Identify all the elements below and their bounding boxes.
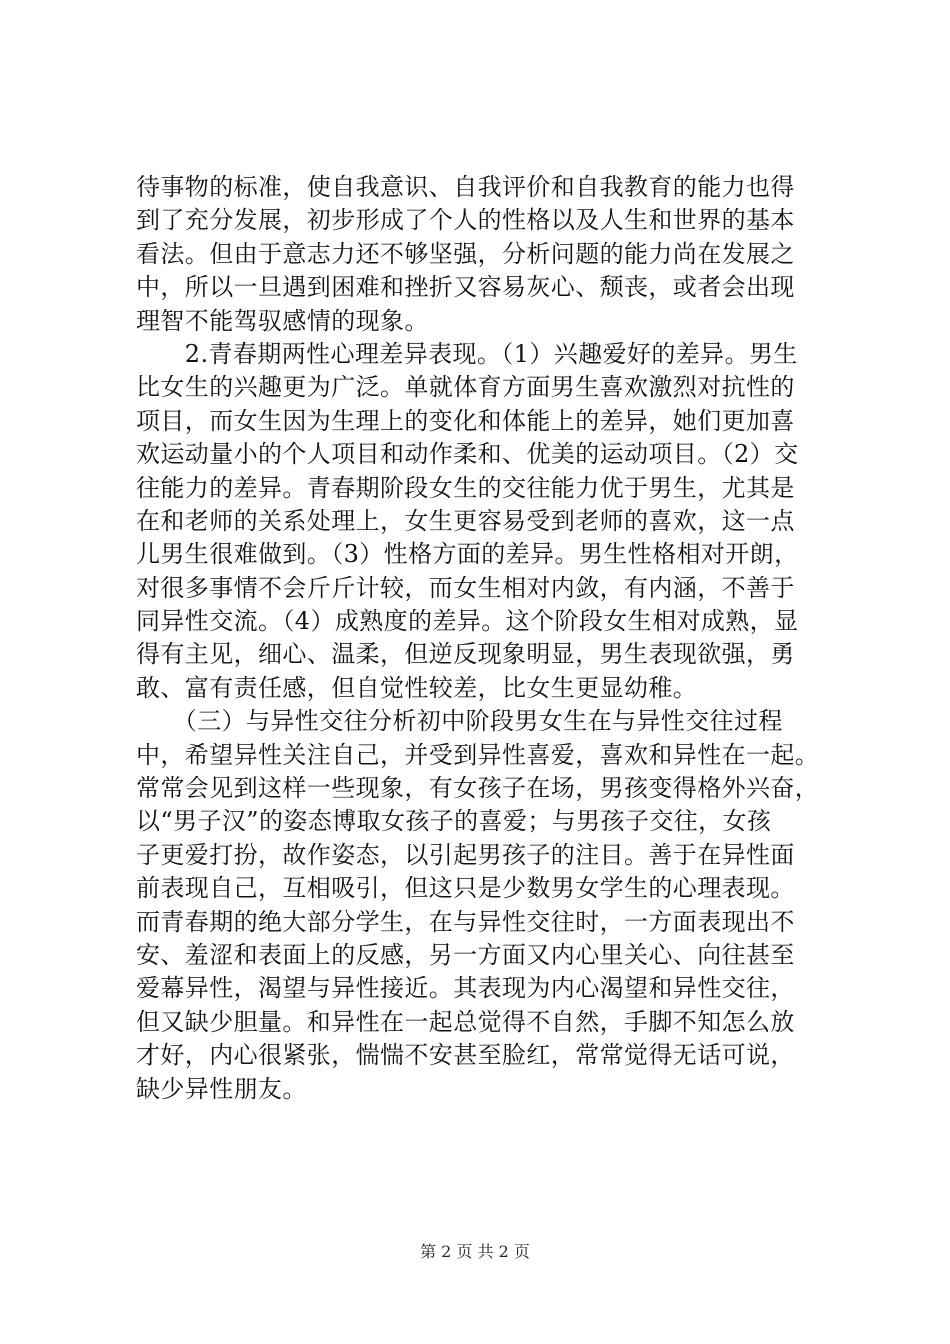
text-line: 中，所以一旦遇到困难和挫折又容易灰心、颓丧，或者会出现	[136, 273, 795, 302]
text-line: 安、羞涩和表面上的反感，另一方面又内心里关心、向往甚至	[136, 940, 795, 969]
text-line: 比女生的兴趣更为广泛。单就体育方面男生喜欢激烈对抗性的	[136, 373, 795, 402]
text-line: 往能力的差异。青春期阶段女生的交往能力优于男生，尤其是	[136, 473, 795, 502]
text-line: 在和老师的关系处理上，女生更容易受到老师的喜欢，这一点	[136, 506, 795, 535]
text-line: 但又缺少胆量。和异性在一起总觉得不自然，手脚不知怎么放	[136, 1007, 795, 1036]
text-line: 才好，内心很紧张，惴惴不安甚至脸红，常常觉得无话可说，	[136, 1041, 795, 1070]
text-line: 以“男子汉”的姿态博取女孩子的喜爱；与男孩子交往，女孩	[136, 807, 772, 836]
text-line: 同异性交流。（4）成熟度的差异。这个阶段女生相对成熟，显	[136, 607, 799, 636]
text-line: 欢运动量小的个人项目和动作柔和、优美的运动项目。（2）交	[136, 440, 799, 469]
text-line: 爱幕异性，渴望与异性接近。其表现为内心渴望和异性交往，	[136, 974, 795, 1003]
text-line: 中，希望异性关注自己，并受到异性喜爱，喜欢和异性在一起。	[136, 740, 820, 769]
text-line: 得有主见，细心、温柔，但逆反现象明显，男生表现欲强，勇	[136, 640, 795, 669]
text-line: 看法。但由于意志力还不够坚强，分析问题的能力尚在发展之	[136, 239, 795, 268]
text-line: 项目，而女生因为生理上的变化和体能上的差异，她们更加喜	[136, 406, 795, 435]
text-line: 儿男生很难做到。（3）性格方面的差异。男生性格相对开朗，	[136, 540, 799, 569]
text-line: 2.青春期两性心理差异表现。（1）兴趣爱好的差异。男生	[136, 339, 798, 368]
page-number-label: 第 2 页 共 2 页	[420, 1242, 530, 1261]
text-line: 缺少异性朋友。	[136, 1074, 307, 1103]
text-line: 前表现自己，互相吸引，但这只是少数男女学生的心理表现。	[136, 874, 795, 903]
body-text	[136, 171, 836, 1106]
text-line: 敢、富有责任感，但自觉性较差，比女生更显幼稚。	[136, 673, 698, 702]
text-line: 理智不能驾驭感情的现象。	[136, 306, 429, 335]
text-line: 待事物的标准，使自我意识、自我评价和自我教育的能力也得	[136, 173, 795, 201]
page-footer	[0, 1240, 950, 1264]
text-line: 对很多事情不会斤斤计较，而女生相对内敛，有内涵，不善于	[136, 573, 795, 602]
text-line: 到了充分发展，初步形成了个人的性格以及人生和世界的基本	[136, 206, 795, 235]
text-line: 子更爱打扮，故作姿态，以引起男孩子的注目。善于在异性面	[136, 840, 795, 869]
text-line: （三）与异性交往分析初中阶段男女生在与异性交往过程	[136, 707, 783, 736]
text-line: 而青春期的绝大部分学生，在与异性交往时，一方面表现出不	[136, 907, 795, 936]
text-line: 常常会见到这样一些现象，有女孩子在场，男孩变得格外兴奋，	[136, 774, 820, 803]
